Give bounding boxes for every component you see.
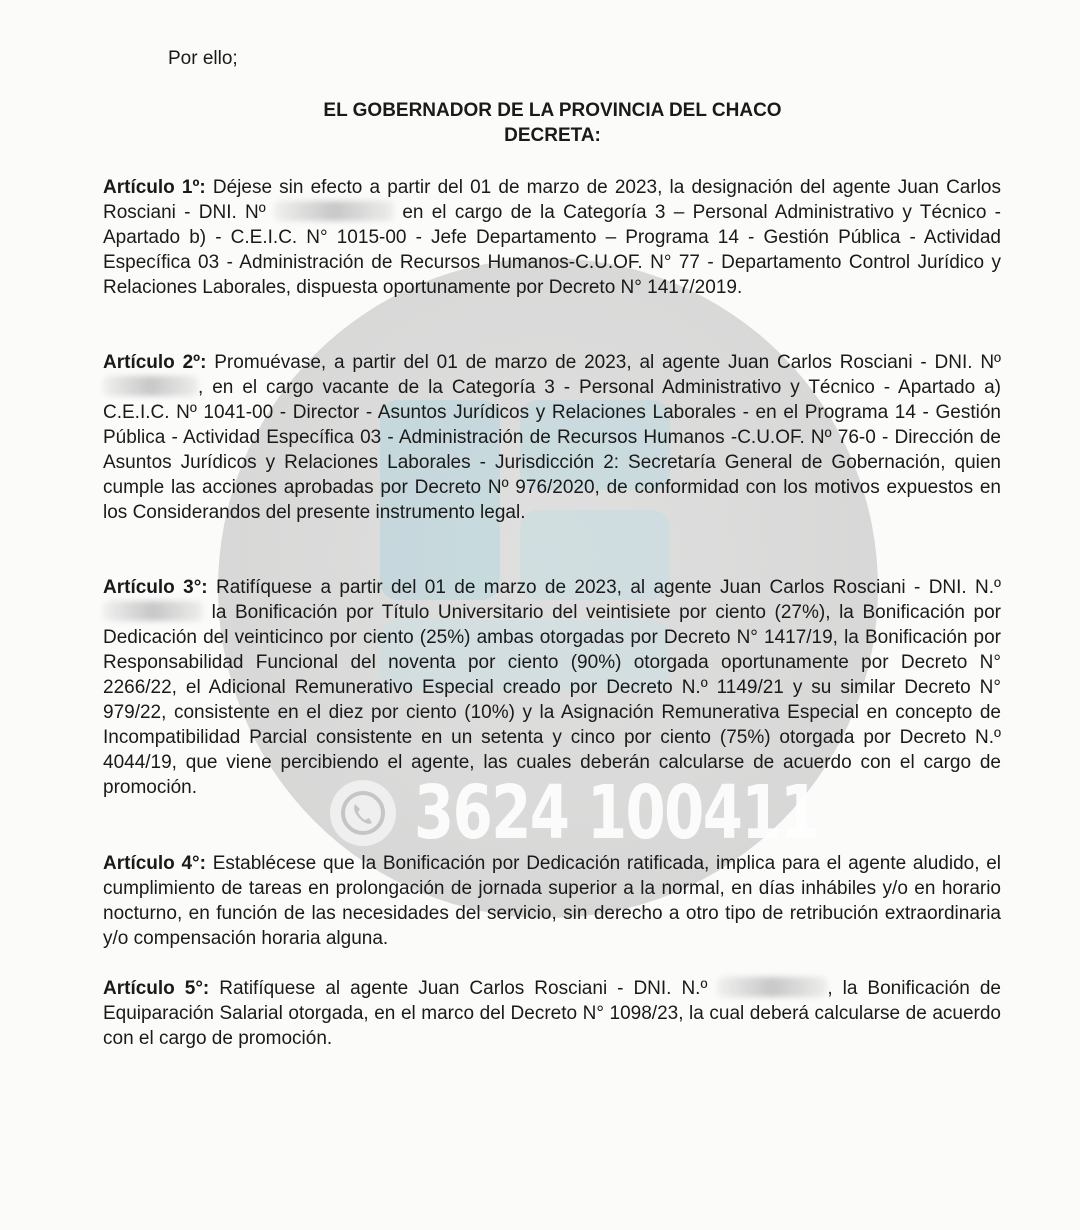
- heading-line-1: EL GOBERNADOR DE LA PROVINCIA DEL CHACO: [323, 100, 782, 121]
- article-text: Establécese que la Bonificación por Dedicación ratificada, implica para el agente aludido, el cumplimiento de tareas en prolongación de jornada superior a la normal, en días inhábiles y/o en horario nocturno, en función de las necesidades del servicio, sin derecho a otro tipo de retribución extraordinaria y/o compensación horaria alguna.: [103, 853, 1001, 949]
- redacted-dni: [274, 201, 394, 221]
- article-label: Artículo 5°:: [103, 978, 210, 999]
- article-4: [103, 851, 1001, 951]
- watermark-phone-number: 3624 100411: [414, 770, 819, 856]
- article-label: Artículo 3°:: [103, 577, 208, 598]
- article-text: Ratifíquese a partir del 01 de marzo de 2023, al agente Juan Carlos Rosciani - DNI. N.º: [207, 577, 1001, 598]
- article-label: Artículo 1º:: [103, 177, 206, 198]
- article-text: Ratifíquese al agente Juan Carlos Rosciani - DNI. N.º: [209, 978, 708, 999]
- article-label: Artículo 4°:: [103, 853, 206, 874]
- article-1: [103, 175, 1001, 300]
- article-text: , la Bonificación de Equiparación Salarial otorgada, en el marco del Decreto N° 1098/23, la cual deberá calcularse de acuerdo con el cargo de promoción.: [103, 978, 1001, 1049]
- article-text: Déjese sin efecto a partir del 01 de marzo de 2023, la designación del agente Juan Carlos Rosciani - DNI. Nº: [103, 177, 1001, 223]
- article-text: en el cargo de la Categoría 3 – Personal Administrativo y Técnico - Apartado b) - C.E.I.C. N° 1015-00 - Jefe Departamento – Programa 14 - Gestión Pública - Actividad Específica 03 - Administración de Recursos Humanos-C.U.OF. N° 77 - Departamento Control Jurídico y Relaciones Laborales, dispuesta oportunamente por Decreto N° 1417/2019.: [103, 202, 1002, 298]
- heading-line-2: DECRETA:: [504, 125, 601, 146]
- redacted-dni: [103, 376, 198, 396]
- redacted-dni: [103, 601, 203, 621]
- article-5: [103, 976, 1001, 1051]
- intro-text: Por ello;: [168, 48, 238, 69]
- article-label: Artículo 2º:: [103, 352, 207, 373]
- article-2: [103, 350, 1001, 525]
- article-text: Promuévase, a partir del 01 de marzo de 2023, al agente Juan Carlos Rosciani - DNI. Nº: [206, 352, 1001, 373]
- article-3: [103, 575, 1001, 800]
- article-text: , en el cargo vacante de la Categoría 3 - Personal Administrativo y Técnico - Apartado a) C.E.I.C. Nº 1041-00 - Director - Asuntos Jurídicos y Relaciones Laborales - en el Programa 14 - Gestión Pública - Actividad Específica 03 - Administración de Recursos Humanos -C.U.OF. Nº 76-0 - Dirección de Asuntos Jurídicos y Relaciones Laborales - Jurisdicción 2: Secretaría General de Gobernación, quien cumple las acciones aprobadas por Decreto Nº 976/2020, de conformidad con los motivos expuestos en los Considerandos del presente instrumento legal.: [103, 377, 1001, 523]
- redacted-dni: [717, 977, 827, 997]
- decree-heading: [0, 98, 1080, 148]
- article-text: la Bonificación por Título Universitario del veintisiete por ciento (27%), la Bonificación por Dedicación del veinticinco por ciento (25%) ambas otorgadas por Decreto N° 1417/19, la Bonificación por Responsabilidad Funcional del noventa por ciento (90%) otorgada oportunamente por Decreto N° 2266/22, el Adicional Remunerativo Especial creado por Decreto N.º 1149/21 y su similar Decreto N° 979/22, consistente en el diez por ciento (10%) y la Asignación Remunerativa Especial en concepto de Incompatibilidad Parcial consistente en un setenta y cinco por ciento (75%) otorgada por Decreto N.º 4044/19, que viene percibiendo el agente, las cuales deberán calcularse de acuerdo con el cargo de promoción.: [103, 602, 1001, 798]
